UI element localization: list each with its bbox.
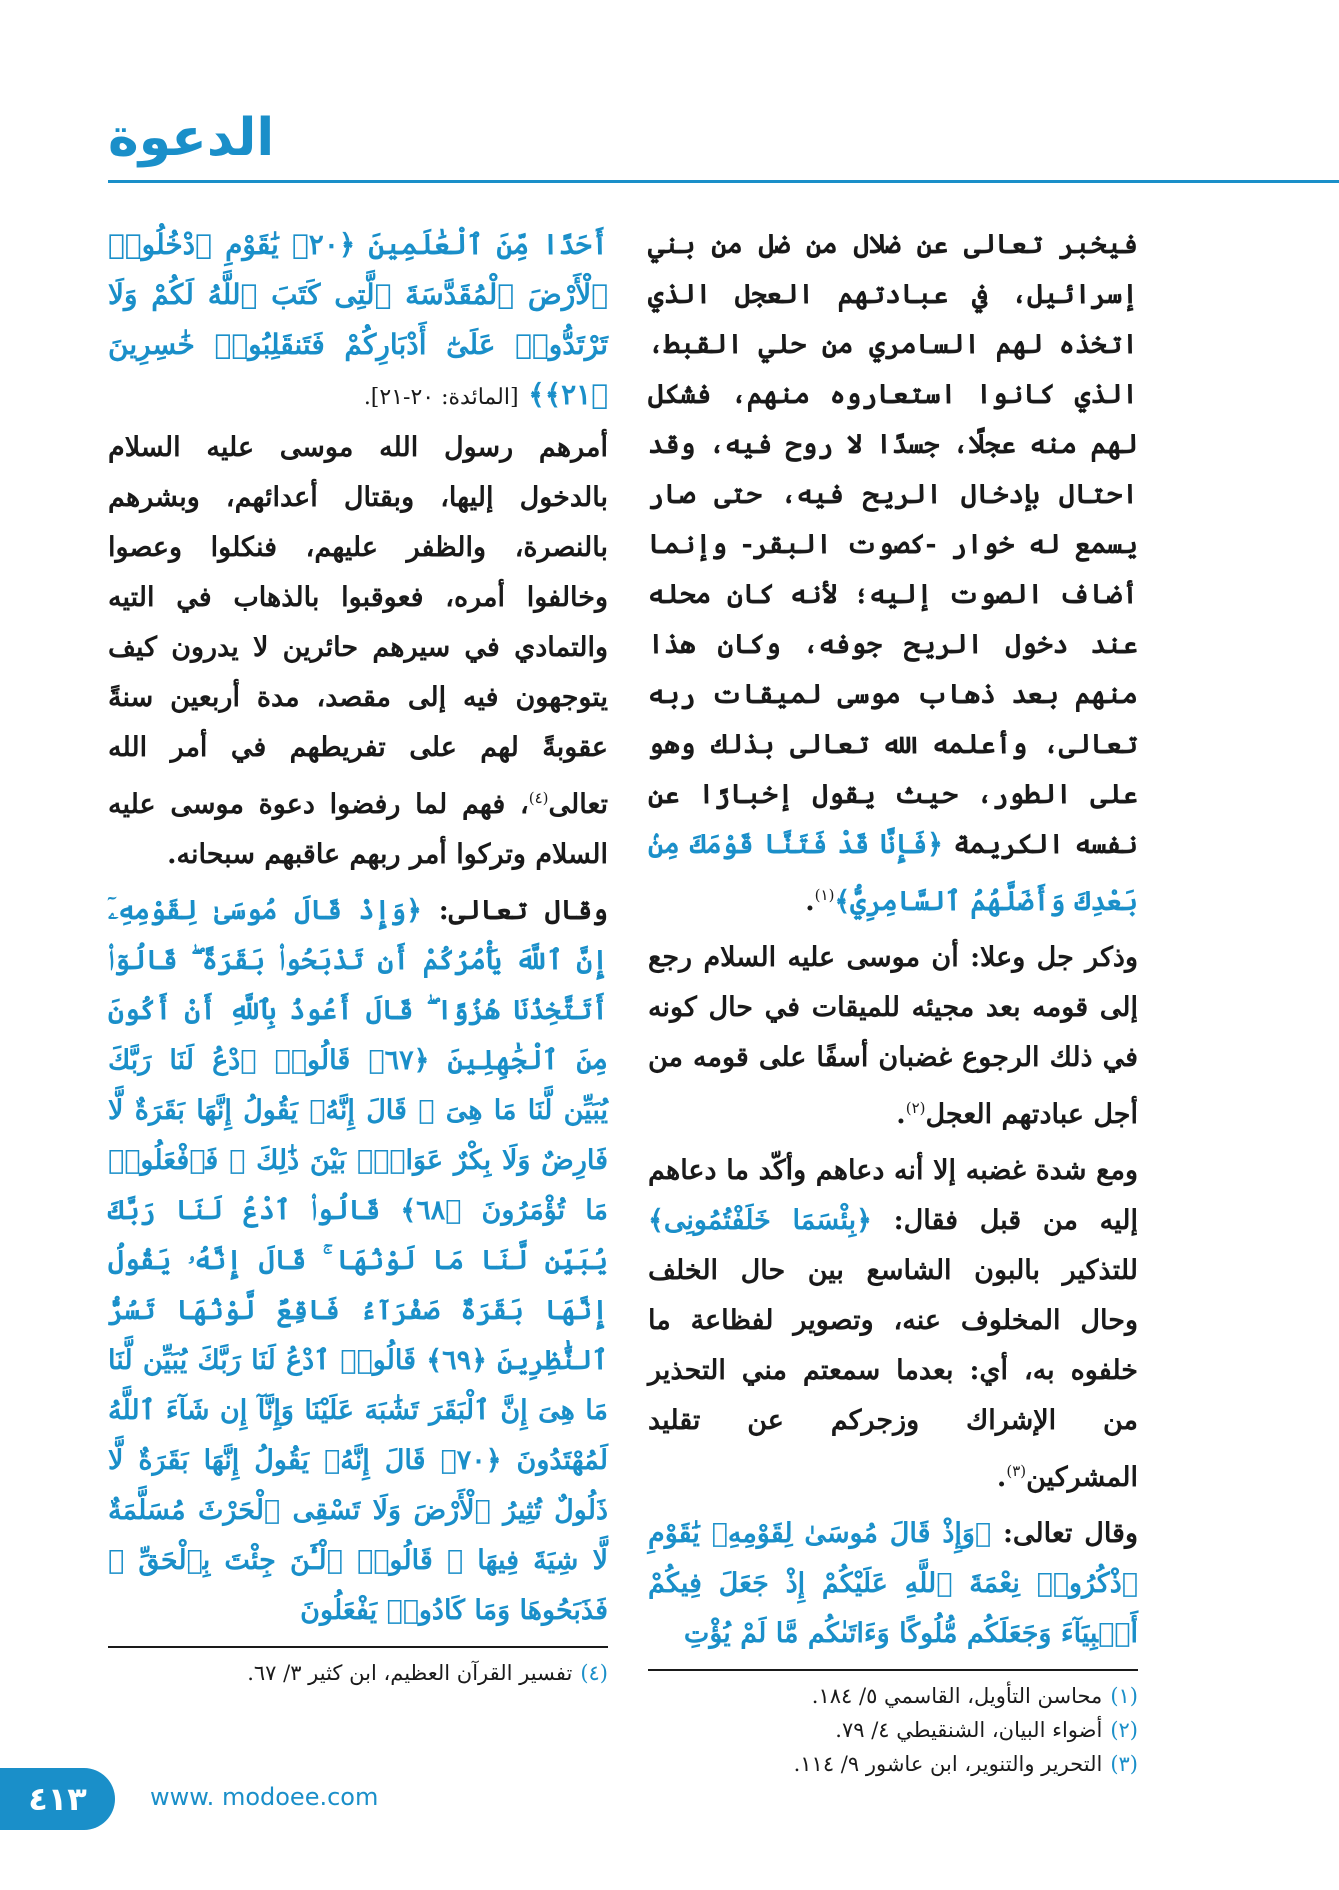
quran-verse: ﴿بِئْسَمَا خَلَفْتُمُونِى﴾: [648, 1205, 872, 1236]
text: وذكر جل وعلا: أن موسى عليه السلام رجع إلى قومه بعد مجيئه للميقات في حال كونه في ذلك الرجوع غضبان أسفًا على قومه من أجل عبادتهم العجل: [648, 942, 1138, 1130]
paragraph: وذكر جل وعلا: أن موسى عليه السلام رجع إلى قومه بعد مجيئه للميقات في حال كونه في ذلك الرجوع غضبان أسفًا على قومه من أجل عبادتهم العجل$^{(٢)}$.: [648, 942, 1138, 1130]
page-number: ٤١٣: [0, 1768, 115, 1830]
right-column: [648, 220, 1138, 1781]
footnote-divider: [108, 1646, 608, 1648]
footnote: (٣)التحرير والتنوير، ابن عاشور ٩/ ١١٤.: [793, 1752, 1138, 1776]
text: ومع شدة غضبه إلا أنه دعاهم وأكّد ما دعاهم إليه من قبل فقال:: [648, 1155, 1138, 1236]
footnote: (١)محاسن التأويل، القاسمي ٥/ ١٨٤.: [811, 1684, 1138, 1708]
paragraph: [108, 886, 608, 1636]
verse-reference: [المائدة: ٢٠-٢١].: [363, 385, 519, 410]
quran-verse: أَحَدًا مِّنَ ٱلْعَٰلَمِينَ ﴿٢٠﴾ يَٰقَوْمِ ٱدْخُلُوا۟ ٱلْأَرْضَ ٱلْمُقَدَّسَةَ ٱلَّتِى كَتَبَ ٱللَّهُ لَكُمْ وَلَا تَرْتَدُّوا۟ عَلَىٰٓ أَدْبَارِكُمْ فَتَنقَلِبُوا۟ خَٰسِرِينَ ﴿٢١﴾﴾: [108, 228, 608, 411]
text: للتذكير بالبون الشاسع بين حال الخلف وحال المخلوف عنه، وتصوير لفظاعة ما خلفوه به، أي: بعدما سمعتم مني التحذير من الإشراك وزجركم عن تقليد المشركين: [648, 1255, 1138, 1493]
quran-verse: ﴿وَإِذْ قَالَ مُوسَىٰ لِقَوْمِهِۦٓ إِنَّ ٱللَّهَ يَأْمُرُكُمْ أَن تَذْبَحُوا۟ بَقَرَةً ۖ قَالُوٓا۟ أَتَتَّخِذُنَا هُزُوًا ۖ قَالَ أَعُوذُ بِٱللَّهِ أَنْ أَكُونَ مِنَ ٱلْجَٰهِلِينَ ﴿٦٧﴾ قَالُوا۟ ٱدْعُ لَنَا رَبَّكَ يُبَيِّن لَّنَا مَا هِىَ ۚ قَالَ إِنَّهُۥ يَقُولُ إِنَّهَا بَقَرَةٌ لَّا فَارِضٌ وَلَا بِكْرٌ عَوَانٌۢ بَيْنَ ذَٰلِكَ ۖ فَٱفْعَلُوا۟ مَا تُؤْمَرُونَ ﴿٦٨﴾ قَالُوا۟ ٱدْعُ لَنَا رَبَّكَ يُبَيِّن لَّنَا مَا لَوْنُهَا ۚ قَالَ إِنَّهُۥ يَقُولُ إِنَّهَا بَقَرَةٌ صَفْرَآءُ فَاقِعٌ لَّوْنُهَا تَسُرُّ ٱلنَّٰظِرِينَ ﴿٦٩﴾ قَالُوا۟ ٱدْعُ لَنَا رَبَّكَ يُبَيِّن لَّنَا مَا هِىَ إِنَّ ٱلْبَقَرَ تَشَٰبَهَ عَلَيْنَا وَإِنَّآ إِن شَآءَ ٱللَّهُ لَمُهْتَدُونَ ﴿٧٠﴾ قَالَ إِنَّهُۥ يَقُولُ إِنَّهَا بَقَرَةٌ لَّا ذَلُولٌ تُثِيرُ ٱلْأَرْضَ وَلَا تَسْقِى ٱلْحَرْثَ مُسَلَّمَةٌ لَّا شِيَةَ فِيهَا ۚ قَالُوا۟ ٱلْـَٰٔنَ جِئْتَ بِٱلْحَقِّ ۚ فَذَبَحُوهَا وَمَا كَادُوا۟ يَفْعَلُونَ: [108, 895, 608, 1626]
left-column: [108, 220, 608, 1690]
text: فيخبر تعالى عن ضلال من ضل من بني إسرائيل، في عبادتهم العجل الذي اتخذه لهم السامري من حلي القبط، الذي كانوا استعاروه منهم، فشكل لهم منه عجلًا، جسدًا لا روح فيه، وقد احتال بإدخال الريح فيه، حتى صار يسمع له خوار -كصوت البقر- وإنما أضاف الصوت إليه؛ لأنه كان محله عند دخول الريح جوفه، وكان هذا منهم بعد ذهاب موسى لميقات ربه تعالى، وأعلمه الله تعالى بذلك وهو على الطور، حيث يقول إخبارًا عن نفسه الكريمة: [648, 229, 1138, 860]
website-link[interactable]: www. modoee.com: [150, 1783, 379, 1811]
text: أمرهم رسول الله موسى عليه السلام بالدخول إليها، وبقتال أعدائهم، وبشرهم بالنصرة، والظفر عليهم، فنكلوا وعصوا وخالفوا أمره، فعوقبوا بالذهاب في التيه والتمادي في سيرهم حائرين لا يدرون كيف يتوجهون فيه إلى مقصد، مدة أربعين سنةً عقوبةً لهم على تفريطهم في أمر الله تعالى: [108, 432, 608, 820]
footnote-ref[interactable]: (٢): [905, 1099, 926, 1117]
paragraph: فيخبر تعالى عن ضلال من ضل من بني إسرائيل، في عبادتهم العجل الذي اتخذه لهم السامري من حلي القبط، الذي كانوا استعاروه منهم، فشكل لهم منه عجلًا، جسدًا لا روح فيه، وقد احتال بإدخال الريح فيه، حتى صار يسمع له خوار -كصوت البقر- وإنما أضاف الصوت إليه؛ لأنه كان محله عند دخول الريح جوفه، وكان هذا منهم بعد ذهاب موسى لميقات ربه تعالى، وأعلمه الله تعالى بذلك وهو على الطور، حيث يقول إخبارًا عن نفسه الكريمة ﴿فَإِنَّا قَدْ فَتَنَّا قَوْمَكَ مِنۢ بَعْدِكَ وَأَضَلَّهُمُ ٱلسَّامِرِيُّ﴾$^{(١)}$.: [648, 229, 1138, 917]
footnote-divider: [648, 1669, 1138, 1671]
text: ، فهم لما رفضوا دعوة موسى عليه السلام وتركوا أمر ربهم عاقبهم سبحانه.: [108, 789, 608, 870]
footnote-ref[interactable]: (٤): [528, 789, 549, 807]
paragraph: ومع شدة غضبه إلا أنه دعاهم وأكّد ما دعاهم إليه من قبل فقال: ﴿بِئْسَمَا خَلَفْتُمُونِى﴾ للتذكير بالبون الشاسع بين حال الخلف وحال المخلوف عنه، وتصوير لفظاعة ما خلفوه به، أي: بعدما سمعتم مني التحذير من الإشراك وزجركم عن تقليد المشركين$^{(٣)}$.: [648, 1155, 1138, 1493]
text: وقال تعالى:: [438, 895, 608, 926]
paragraph: [648, 1509, 1138, 1659]
text: وقال تعالى:: [1002, 1518, 1139, 1549]
footnote: (٤)تفسير القرآن العظيم، ابن كثير ٣/ ٦٧.: [247, 1661, 608, 1685]
header-divider: [108, 180, 1339, 183]
footnote-ref[interactable]: (١): [814, 886, 835, 904]
footnote: (٢)أضواء البيان، الشنقيطي ٤/ ٧٩.: [835, 1718, 1138, 1742]
quran-verse: ﴿فَإِنَّا قَدْ فَتَنَّا قَوْمَكَ مِنۢ بَعْدِكَ وَأَضَلَّهُمُ ٱلسَّامِرِيُّ﴾: [648, 829, 1138, 917]
paragraph: [108, 423, 608, 880]
page-header-title: الدعوة: [108, 108, 275, 168]
paragraph: [108, 220, 608, 423]
footnote-ref[interactable]: (٣): [1006, 1462, 1027, 1480]
quran-verse: ﴿وَإِذْ قَالَ مُوسَىٰ لِقَوْمِهِۦ يَٰقَوْمِ ٱذْكُرُوا۟ نِعْمَةَ ٱللَّهِ عَلَيْكُمْ إِذْ جَعَلَ فِيكُمْ أَنۢبِيَآءَ وَجَعَلَكُم مُّلُوكًا وَءَاتَىٰكُم مَّا لَمْ يُؤْتِ: [648, 1518, 1138, 1649]
